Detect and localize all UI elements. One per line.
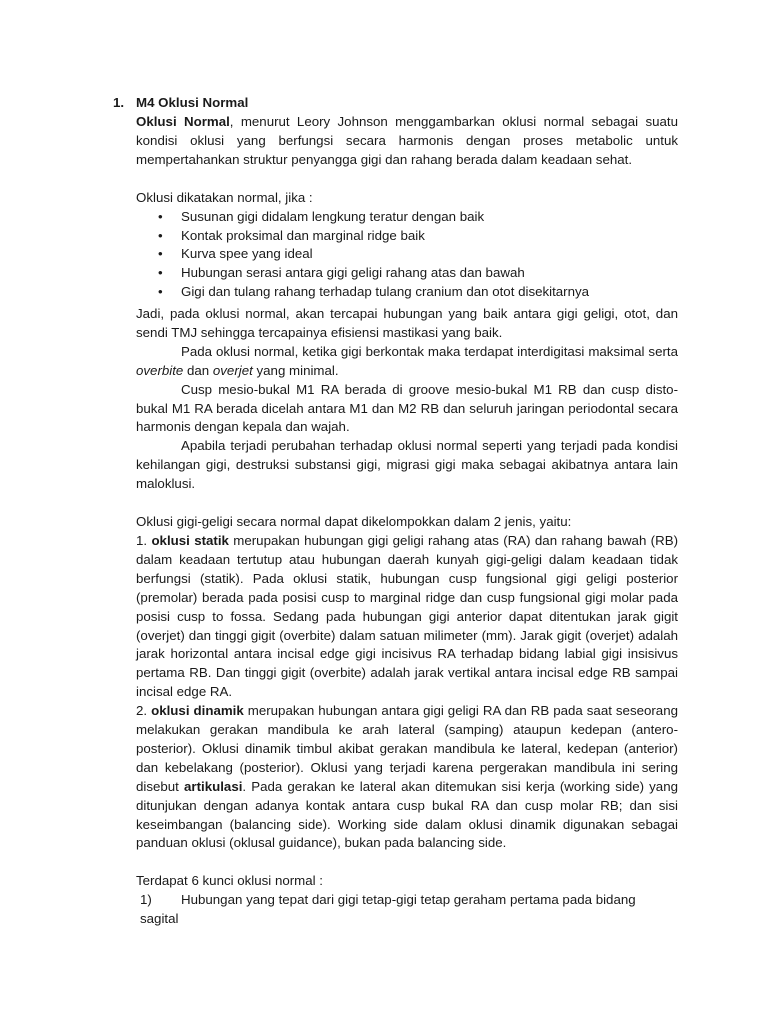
key-text: Hubungan yang tepat dari gigi tetap-gigi tetap geraham pertama pada bidang (181, 892, 636, 908)
dynamic-occlusion-paragraph (136, 702, 678, 853)
list-item: • Kontak proksimal dan marginal ridge baik (136, 227, 678, 246)
key-item (136, 891, 678, 929)
change-paragraph: Apabila terjadi perubahan terhadap oklusi normal seperti yang terjadi pada kondisi kehilangan gigi, destruksi substansi gigi, migrasi gigi maka sebagai akibatnya antara lain maloklusi. (136, 438, 678, 492)
key-text-continued: sagital (140, 911, 179, 927)
bold-term: artikulasi (184, 778, 243, 794)
section-heading (113, 94, 673, 113)
keys-intro: Terdapat 6 kunci oklusi normal : (136, 873, 323, 889)
list-item: • Kurva spee yang ideal (136, 245, 678, 264)
list-item: • Hubungan serasi antara gigi geligi rahang atas dan bawah (136, 264, 678, 283)
text-run: . Pada gerakan ke lateral akan ditemukan sisi kerja (working side) yang ditunjukan dengan adanya kontak antara cusp bukal RA dan cusp molar RB; dan sisi keseimbangan (balancing side). Working side dalam oklusi dinamik digunakan sebagai panduan oklusi (oklusal guidance), bukan pada balancing side. (136, 778, 678, 851)
definition-term: Oklusi Normal (136, 114, 230, 129)
key-number: 1) (140, 892, 152, 908)
item-number: 1. (136, 532, 148, 548)
definition-text: , menurut Leory Johnson menggambarkan oklusi normal sebagai suatu kondisi oklusi yang berfungsi secara harmonis dengan proses metabolic untuk mempertahankan struktur penyangga gigi dan rahang berada dalam keadaan sehat. (136, 114, 679, 167)
text-run: Pada oklusi normal, ketika gigi berkontak maka terdapat interdigitasi maksimal serta (181, 343, 678, 359)
text-run: merupakan hubungan antara gigi geligi RA dan RB pada saat seseorang melakukan gerakan mandibula ke arah lateral (samping) ataupun kedepan (antero-posterior). Oklusi dinamik timbul akibat gerakan mandibula ke lateral, kedepan (anterior) dan kebelakang (posterior). Oklusi yang terjadi karena pergerakan mandibula ini sering disebut (136, 703, 678, 794)
list-item: • Gigi dan tulang rahang terhadap tulang cranium dan otot disekitarnya (136, 283, 678, 302)
list-item: • Susunan gigi didalam lengkung teratur dengan baik (136, 208, 678, 227)
definition-paragraph (136, 113, 678, 170)
criteria-intro: Oklusi dikatakan normal, jika : (136, 189, 313, 205)
spacer (136, 170, 678, 189)
static-occlusion-paragraph (136, 532, 678, 702)
spacer (136, 853, 678, 872)
document-body (136, 113, 678, 302)
cusp-paragraph: Cusp mesio-bukal M1 RA berada di groove mesio-bukal M1 RB dan cusp disto-bukal M1 RA berada dicelah antara M1 dan M2 RB dan seluruh jaringan periodontal secara harmonis dengan kepala dan wajah. (136, 381, 678, 435)
types-intro: Oklusi gigi-geligi secara normal dapat dikelompokkan dalam 2 jenis, yaitu: (136, 514, 572, 530)
heading-number: 1. (113, 95, 125, 110)
italic-term: overbite (136, 362, 184, 378)
heading-title: M4 Oklusi Normal (136, 95, 249, 110)
conclusion-paragraph: Jadi, pada oklusi normal, akan tercapai hubungan yang baik antara gigi geligi, otot, dan sendi TMJ sehingga tercapainya efisiensi mastikasi yang baik. (136, 306, 678, 340)
body-continued (136, 305, 678, 929)
text-run: merupakan hubungan gigi geligi rahang atas (RA) dan rahang bawah (RB) dalam keadaan tertutup atau hubungan daerah kunyah gigi-geligi dalam keadaan tidak berfungsi (statik). Pada oklusi statik, hubungan cusp fungsional gigi geligi posterior (premolar) berada pada posisi cusp to marginal ridge dan cusp fungsional gigi molar pada posisi cusp to fossa. Sedang pada hubungan gigi anterior dapat ditentukan jarak gigit (overjet) dan tinggi gigit (overbite) dalam satuan milimeter (mm). Jarak gigit (overjet) adalah jarak horizontal antara incisal edge gigi incisivus RA terhadap bidang labial gigi insisivus pertama RB. Dan tinggi gigit (overbite) adalah jarak vertikal antara incisal edge RB sampai incisal edge RA. (136, 532, 679, 700)
text-run: yang minimal. (252, 362, 339, 378)
italic-term: overjet (212, 362, 253, 378)
text-run: dan (183, 362, 213, 378)
item-number: 2. (136, 703, 148, 719)
bold-term: oklusi statik (151, 532, 229, 548)
spacer (136, 494, 678, 513)
overbite-paragraph (136, 343, 678, 381)
bold-term: oklusi dinamik (151, 703, 244, 719)
criteria-list (136, 208, 678, 303)
